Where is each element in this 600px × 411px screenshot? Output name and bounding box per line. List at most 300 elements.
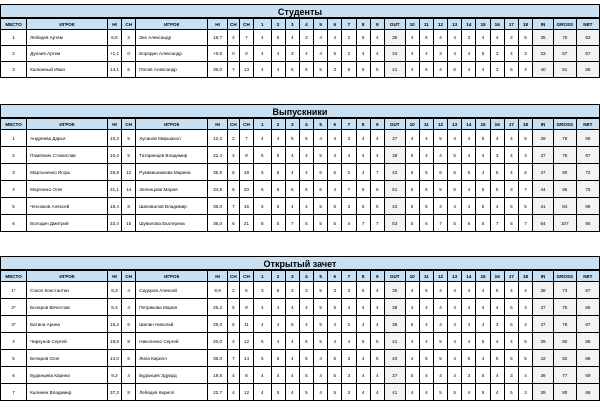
- cell-hole-2: 5: [271, 350, 285, 367]
- cell-hole-11: 4: [419, 147, 433, 164]
- cell-hole-2: 4: [271, 333, 285, 350]
- column-header-out: OUT: [384, 19, 405, 30]
- cell-hole-9: 4: [370, 46, 384, 62]
- cell-hole-18: 4: [518, 282, 532, 299]
- column-header-hole-15: 15: [476, 19, 490, 30]
- cell-hole-16: 4: [490, 299, 504, 316]
- cell-hi-2: 25,0: [208, 316, 228, 333]
- cell-hole-3: 5: [285, 316, 299, 333]
- cell-player-2: Шаповалов Владимир: [136, 198, 208, 215]
- cell-hole-14: 4: [462, 282, 476, 299]
- cell-hole-15: 5: [476, 367, 490, 384]
- cell-hole-1: 6: [254, 198, 271, 215]
- table-row: [1, 350, 600, 367]
- cell-hole-3: 4: [285, 198, 299, 215]
- column-header-hole-16: 16: [490, 119, 504, 130]
- column-header-hole-18: 18: [518, 119, 532, 130]
- cell-hi-2: 26,2: [208, 299, 228, 316]
- cell-hole-12: 4: [433, 30, 447, 46]
- cell-hole-3: 4: [285, 350, 299, 367]
- cell-gross: 73: [553, 282, 576, 299]
- cell-hi-2: 36,0: [208, 198, 228, 215]
- cell-hole-14: 4: [462, 384, 476, 401]
- cell-hole-4: 5: [299, 384, 313, 401]
- column-header-gross: GROSS: [553, 119, 576, 130]
- cell-hole-8: 4: [356, 367, 370, 384]
- column-header-hole-17: 17: [504, 19, 518, 30]
- cell-hole-5: 6: [314, 181, 328, 198]
- cell-hole-17: 4: [504, 164, 518, 181]
- cell-hole-13: 4: [448, 350, 462, 367]
- cell-player-2: Зеленцова Мария: [136, 181, 208, 198]
- cell-hole-16: 4: [490, 130, 504, 147]
- cell-hole-18: 5: [518, 350, 532, 367]
- cell-hole-18: 5: [518, 333, 532, 350]
- cell-net: 86: [576, 215, 599, 232]
- cell-hole-5: 4: [314, 46, 328, 62]
- column-header-hole-10: 10: [405, 271, 419, 282]
- cell-in: 39: [533, 384, 554, 401]
- column-header-player-2: ИГРОК: [136, 271, 208, 282]
- cell-net: 68: [576, 384, 599, 401]
- cell-hi-2: 34,8: [208, 181, 228, 198]
- cell-gross: 81: [553, 62, 576, 78]
- cell-in: 37: [533, 147, 554, 164]
- cell-ch-1: 6: [122, 350, 136, 367]
- cell-hole-9: 4: [370, 367, 384, 384]
- cell-hole-10: 4: [405, 333, 419, 350]
- cell-hole-18: 4: [518, 367, 532, 384]
- column-header-hole-4: 4: [299, 271, 313, 282]
- cell-player-1: Батина Арина: [27, 316, 108, 333]
- column-header-hole-1: 1: [254, 119, 271, 130]
- cell-hole-2: 6: [271, 181, 285, 198]
- cell-net: 69: [576, 130, 599, 147]
- cell-hole-13: 5: [448, 181, 462, 198]
- cell-hole-16: 5: [490, 181, 504, 198]
- cell-hole-14: 4: [462, 130, 476, 147]
- cell-hole-1: 6: [254, 164, 271, 181]
- column-header-hole-14: 14: [462, 119, 476, 130]
- cell-hole-4: 3: [299, 30, 313, 46]
- column-header-hole-14: 14: [462, 271, 476, 282]
- cell-hole-18: 4: [518, 147, 532, 164]
- cell-place: 4: [1, 333, 27, 350]
- cell-hole-8: 5: [356, 181, 370, 198]
- cell-hole-2: 5: [271, 30, 285, 46]
- cell-hole-16: 7: [490, 215, 504, 232]
- column-header-hole-14: 14: [462, 19, 476, 30]
- cell-player-2: Петрикова Мария: [136, 299, 208, 316]
- column-header-hole-6: 6: [328, 271, 342, 282]
- cell-hole-16: 4: [490, 333, 504, 350]
- cell-ch-2: 7: [227, 350, 239, 367]
- cell-hi-1: 26,8: [107, 164, 121, 181]
- cell-hole-18: 5: [518, 30, 532, 46]
- cell-hole-8: 5: [356, 62, 370, 78]
- cell-hi-2: 18,7: [208, 30, 228, 46]
- cell-hole-10: 4: [405, 62, 419, 78]
- cell-hi-1: 18,8: [107, 333, 121, 350]
- table-row: [1, 215, 600, 232]
- cell-hole-6: 5: [328, 299, 342, 316]
- cell-hole-3: 5: [285, 130, 299, 147]
- cell-team-ch: 9: [239, 299, 253, 316]
- cell-hole-17: 4: [504, 282, 518, 299]
- cell-place: 3*: [1, 316, 27, 333]
- cell-out: 37: [384, 367, 405, 384]
- cell-hole-16: 3: [490, 147, 504, 164]
- cell-hole-18: 3: [518, 46, 532, 62]
- cell-hole-15: 5: [476, 130, 490, 147]
- cell-hole-16: 4: [490, 30, 504, 46]
- cell-hi-2: 19,6: [208, 367, 228, 384]
- cell-hole-4: 3: [299, 282, 313, 299]
- cell-player-2: Сидоров Алексей: [136, 282, 208, 299]
- column-header-hole-7: 7: [342, 119, 356, 130]
- cell-hole-7: 3: [342, 130, 356, 147]
- cell-hole-5: 4: [314, 30, 328, 46]
- cell-hole-7: 5: [342, 62, 356, 78]
- cell-hole-11: 4: [419, 46, 433, 62]
- cell-hole-12: 5: [433, 350, 447, 367]
- column-header-hole-12: 12: [433, 19, 447, 30]
- cell-gross: 95: [553, 181, 576, 198]
- cell-hi-1: 37,3: [107, 384, 121, 401]
- cell-player-1: Буданцева Карина: [27, 367, 108, 384]
- cell-gross: 76: [553, 130, 576, 147]
- cell-hole-11: 4: [419, 384, 433, 401]
- cell-ch-2: 5: [227, 299, 239, 316]
- cell-out: 43: [384, 198, 405, 215]
- cell-place: 2: [1, 147, 27, 164]
- cell-hole-8: 5: [356, 198, 370, 215]
- cell-hole-10: 4: [405, 299, 419, 316]
- cell-hole-1: 4: [254, 316, 271, 333]
- cell-hole-12: 5: [433, 181, 447, 198]
- cell-hole-11: 4: [419, 130, 433, 147]
- cell-player-1: Калинин Владимир: [27, 384, 108, 401]
- cell-hole-7: 7: [342, 181, 356, 198]
- cell-hole-6: 5: [328, 215, 342, 232]
- column-header-hole-12: 12: [433, 119, 447, 130]
- cell-ch-2: 4: [227, 147, 239, 164]
- cell-hole-9: 4: [370, 30, 384, 46]
- cell-hole-4: 5: [299, 62, 313, 78]
- cell-hole-5: 6: [314, 164, 328, 181]
- cell-team-ch: 6: [239, 282, 253, 299]
- cell-place: 4: [1, 181, 27, 198]
- cell-ch-2: 4: [227, 333, 239, 350]
- cell-in: 39: [533, 130, 554, 147]
- cell-net: 68: [576, 333, 599, 350]
- table-row: [1, 384, 600, 401]
- cell-hole-16: 5: [490, 282, 504, 299]
- cell-hole-1: 6: [254, 181, 271, 198]
- cell-hole-7: 3: [342, 384, 356, 401]
- column-header-team-ch: CH: [239, 119, 253, 130]
- cell-player-2: Лебедев Кирилл: [136, 384, 208, 401]
- cell-hole-4: 4: [299, 147, 313, 164]
- column-header-place: МЕСТО: [1, 19, 27, 30]
- table-row: [1, 46, 600, 62]
- cell-ch-1: 5: [122, 147, 136, 164]
- column-header-hole-16: 16: [490, 271, 504, 282]
- cell-hole-1: 4: [254, 62, 271, 78]
- cell-hole-6: 4: [328, 130, 342, 147]
- cell-hole-5: 4: [314, 350, 328, 367]
- cell-hole-15: 5: [476, 384, 490, 401]
- cell-hole-12: 5: [433, 130, 447, 147]
- cell-hole-16: 3: [490, 316, 504, 333]
- cell-out: 41: [384, 62, 405, 78]
- cell-team-ch: 9: [239, 147, 253, 164]
- table-row: [1, 164, 600, 181]
- cell-hole-3: 4: [285, 333, 299, 350]
- table-row: [1, 30, 600, 46]
- cell-ch-1: 4: [122, 282, 136, 299]
- cell-hole-4: 5: [299, 350, 313, 367]
- cell-gross: 78: [553, 316, 576, 333]
- cell-player-1: Дунаев Артем: [27, 46, 108, 62]
- column-header-hole-1: 1: [254, 19, 271, 30]
- table-row: [1, 147, 600, 164]
- cell-out: 51: [384, 181, 405, 198]
- cell-team-ch: 8: [239, 367, 253, 384]
- column-header-hi-2: HI: [208, 19, 228, 30]
- cell-hole-6: 5: [328, 46, 342, 62]
- cell-hole-11: 5: [419, 30, 433, 46]
- table-row: [1, 316, 600, 333]
- cell-team-ch: 13: [239, 62, 253, 78]
- cell-player-2: Попов Александр: [136, 62, 208, 78]
- cell-player-1: Лебедев Артем: [27, 30, 108, 46]
- cell-place: 1*: [1, 282, 27, 299]
- cell-ch-2: 2: [227, 282, 239, 299]
- cell-hole-1: 5: [254, 147, 271, 164]
- cell-hole-5: 4: [314, 130, 328, 147]
- cell-hole-12: 4: [433, 367, 447, 384]
- cell-hole-13: 5: [448, 147, 462, 164]
- cell-hole-7: 3: [342, 198, 356, 215]
- column-header-hole-13: 13: [448, 271, 462, 282]
- cell-hole-2: 5: [271, 147, 285, 164]
- cell-hole-14: 3: [462, 30, 476, 46]
- column-header-player-2: ИГРОК: [136, 19, 208, 30]
- table-row: [1, 333, 600, 350]
- cell-hole-5: 5: [314, 215, 328, 232]
- cell-hi-1: 10,4: [107, 147, 121, 164]
- cell-hole-15: 4: [476, 164, 490, 181]
- cell-hole-3: 4: [285, 147, 299, 164]
- column-header-in: IN: [533, 119, 554, 130]
- cell-hi-2: 22,4: [208, 147, 228, 164]
- cell-hole-5: 5: [314, 198, 328, 215]
- cell-hole-2: 5: [271, 215, 285, 232]
- cell-hi-1: 8,4: [107, 299, 121, 316]
- cell-hole-2: 5: [271, 164, 285, 181]
- cell-out: 37: [384, 130, 405, 147]
- cell-ch-1: 4: [122, 367, 136, 384]
- cell-hole-10: 4: [405, 46, 419, 62]
- cell-hi-2: 22,7: [208, 384, 228, 401]
- cell-hole-17: 4: [504, 46, 518, 62]
- cell-player-1: Бочаров Олег: [27, 350, 108, 367]
- cell-hole-11: 5: [419, 181, 433, 198]
- cell-net: 69: [576, 367, 599, 384]
- cell-hole-5: 5: [314, 333, 328, 350]
- cell-player-1: Сокол Константин: [27, 282, 108, 299]
- column-header-hole-3: 3: [285, 271, 299, 282]
- cell-hole-15: 5: [476, 198, 490, 215]
- cell-hole-10: 4: [405, 30, 419, 46]
- cell-hole-3: 4: [285, 164, 299, 181]
- cell-gross: 75: [553, 299, 576, 316]
- column-header-player-1: ИГРОК: [27, 271, 108, 282]
- cell-hole-14: 4: [462, 147, 476, 164]
- cell-hole-12: 6: [433, 164, 447, 181]
- cell-ch-1: 4: [122, 299, 136, 316]
- column-header-hole-9: 9: [370, 19, 384, 30]
- cell-team-ch: 12: [239, 333, 253, 350]
- cell-in: 36: [533, 367, 554, 384]
- cell-hole-15: 4: [476, 299, 490, 316]
- cell-hole-15: 4: [476, 316, 490, 333]
- cell-out: 40: [384, 350, 405, 367]
- cell-hole-14: 4: [462, 299, 476, 316]
- column-header-ch-2: CH: [227, 271, 239, 282]
- table-row: [1, 367, 600, 384]
- column-header-hole-6: 6: [328, 19, 342, 30]
- cell-player-2: Татаринцев Владимир: [136, 147, 208, 164]
- cell-hole-6: 6: [328, 198, 342, 215]
- cell-hole-17: 5: [504, 62, 518, 78]
- section-title: Выпускники: [0, 104, 600, 118]
- cell-out: 53: [384, 215, 405, 232]
- cell-hole-15: 4: [476, 350, 490, 367]
- cell-hole-17: 6: [504, 215, 518, 232]
- cell-hole-1: 4: [254, 46, 271, 62]
- cell-team-ch: 0: [239, 46, 253, 62]
- column-header-ch-2: CH: [227, 119, 239, 130]
- cell-ch-1: 15: [122, 215, 136, 232]
- cell-in: 37: [533, 316, 554, 333]
- cell-ch-2: 5: [227, 316, 239, 333]
- cell-hi-2: 35,9: [208, 164, 228, 181]
- cell-hole-18: 4: [518, 62, 532, 78]
- column-header-hole-13: 13: [448, 19, 462, 30]
- cell-hole-2: 4: [271, 130, 285, 147]
- cell-hi-2: 20,0: [208, 333, 228, 350]
- cell-player-1: Калюжный Иван: [27, 62, 108, 78]
- column-header-net: NET: [576, 19, 599, 30]
- cell-hole-13: 6: [448, 62, 462, 78]
- cell-in: 37: [533, 299, 554, 316]
- cell-hole-8: 4: [356, 46, 370, 62]
- cell-ch-1: 6: [122, 316, 136, 333]
- cell-hole-8: 4: [356, 299, 370, 316]
- cell-hole-8: 4: [356, 316, 370, 333]
- cell-hole-9: 5: [370, 350, 384, 367]
- cell-player-1: Чиркунов Сергей: [27, 333, 108, 350]
- cell-hole-15: 5: [476, 215, 490, 232]
- cell-out: 38: [384, 299, 405, 316]
- cell-ch-2: 7: [227, 198, 239, 215]
- column-header-ch-1: CH: [122, 19, 136, 30]
- cell-ch-2: 6: [227, 164, 239, 181]
- cell-net: 67: [576, 316, 599, 333]
- cell-net: 75: [576, 181, 599, 198]
- cell-gross: 90: [553, 164, 576, 181]
- cell-hole-1: 4: [254, 367, 271, 384]
- cell-hole-1: 8: [254, 215, 271, 232]
- column-header-hi-2: HI: [208, 119, 228, 130]
- header-row: [1, 271, 600, 282]
- cell-gross: 107: [553, 215, 576, 232]
- cell-hole-3: 4: [285, 384, 299, 401]
- cell-ch-1: 5: [122, 130, 136, 147]
- cell-hi-2: 36,0: [208, 350, 228, 367]
- cell-hole-13: 6: [448, 164, 462, 181]
- cell-gross: 67: [553, 46, 576, 62]
- cell-hole-5: 4: [314, 367, 328, 384]
- cell-hole-5: 5: [314, 299, 328, 316]
- cell-hole-16: 4: [490, 198, 504, 215]
- cell-hole-7: 4: [342, 299, 356, 316]
- cell-hi-1: 14,0: [107, 350, 121, 367]
- cell-hi-1: 18,4: [107, 198, 121, 215]
- cell-team-ch: 7: [239, 130, 253, 147]
- cell-hole-8: 4: [356, 147, 370, 164]
- column-header-hole-9: 9: [370, 119, 384, 130]
- cell-hole-11: 5: [419, 198, 433, 215]
- column-header-team-ch: CH: [239, 19, 253, 30]
- cell-team-ch: 20: [239, 181, 253, 198]
- cell-hole-3: 3: [285, 46, 299, 62]
- cell-out: 34: [384, 46, 405, 62]
- column-header-net: NET: [576, 271, 599, 282]
- cell-in: 38: [533, 282, 554, 299]
- cell-hole-12: 4: [433, 147, 447, 164]
- cell-hole-3: 5: [285, 62, 299, 78]
- cell-gross: 82: [553, 350, 576, 367]
- results-table: [0, 18, 600, 78]
- cell-team-ch: 12: [239, 384, 253, 401]
- cell-ch-1: 3: [122, 30, 136, 46]
- column-header-place: МЕСТО: [1, 271, 27, 282]
- column-header-hole-10: 10: [405, 19, 419, 30]
- cell-hole-4: 4: [299, 46, 313, 62]
- cell-hi-1: 31,1: [107, 181, 121, 198]
- cell-hole-10: 6: [405, 164, 419, 181]
- cell-net: 66: [576, 299, 599, 316]
- cell-ch-2: 4: [227, 384, 239, 401]
- column-header-hole-5: 5: [314, 271, 328, 282]
- column-header-hole-9: 9: [370, 271, 384, 282]
- cell-player-2: Рукавишникова Марина: [136, 164, 208, 181]
- cell-hole-10: 5: [405, 215, 419, 232]
- cell-hole-17: 5: [504, 198, 518, 215]
- cell-hole-4: 5: [299, 367, 313, 384]
- column-header-hi-1: HI: [107, 271, 121, 282]
- cell-hole-9: 5: [370, 333, 384, 350]
- column-header-hole-2: 2: [271, 119, 285, 130]
- cell-hole-13: 4: [448, 333, 462, 350]
- cell-hole-17: 2: [504, 30, 518, 46]
- cell-net: 72: [576, 164, 599, 181]
- column-header-gross: GROSS: [553, 19, 576, 30]
- cell-out: 35: [384, 282, 405, 299]
